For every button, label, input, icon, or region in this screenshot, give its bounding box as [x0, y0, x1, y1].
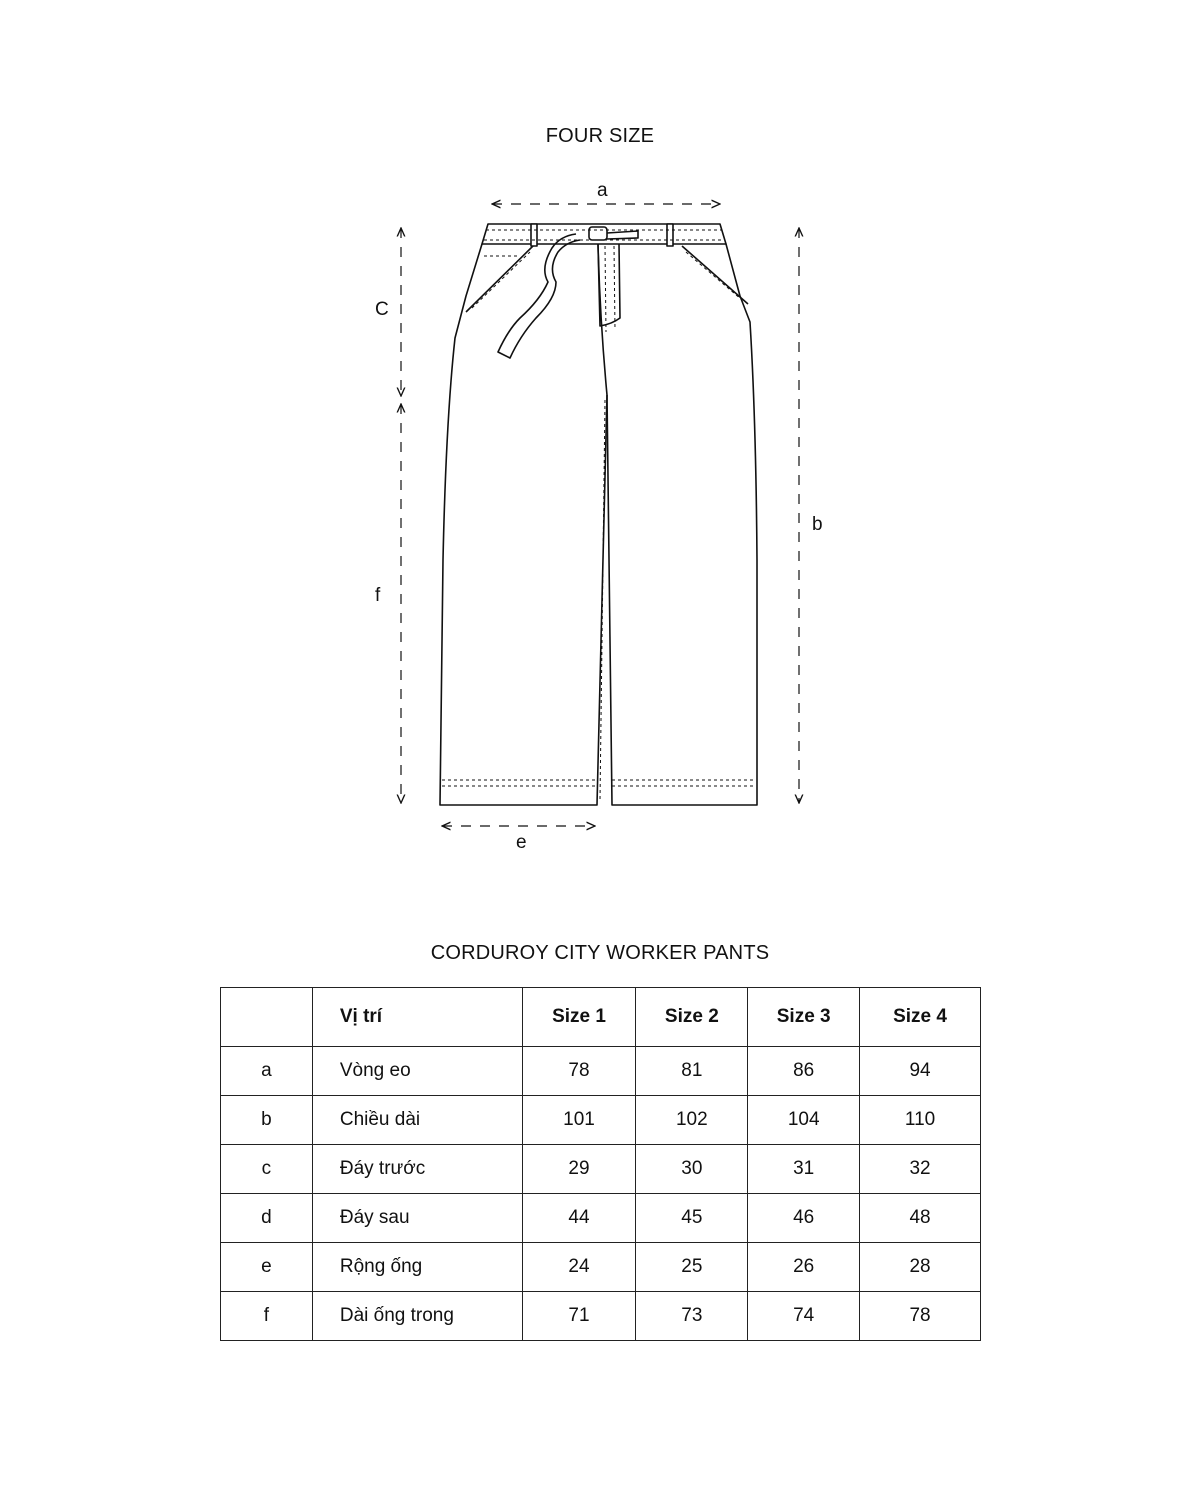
pocket-right [682, 246, 748, 304]
row-value: 26 [748, 1243, 860, 1292]
row-value: 30 [636, 1145, 748, 1194]
table-row [221, 1096, 981, 1145]
row-key: e [221, 1243, 313, 1292]
row-value: 86 [748, 1047, 860, 1096]
diagram-title: FOUR SIZE [545, 125, 655, 147]
row-value: 32 [860, 1145, 981, 1194]
left-leg [440, 244, 607, 805]
row-value: 45 [636, 1194, 748, 1243]
row-position: Vòng eo [312, 1047, 522, 1096]
buckle [589, 227, 607, 240]
row-value: 48 [860, 1194, 981, 1243]
row-key: f [221, 1292, 313, 1341]
row-value: 94 [860, 1047, 981, 1096]
row-position: Dài ống trong [312, 1292, 522, 1341]
row-value: 29 [522, 1145, 636, 1194]
pocket-left [466, 246, 533, 312]
row-key: b [221, 1096, 313, 1145]
dim-label-f: f [375, 585, 381, 606]
dim-label-c: C [375, 299, 389, 320]
row-key: a [221, 1047, 313, 1096]
table-row [221, 1145, 981, 1194]
drawstring-tie [498, 234, 580, 358]
row-value: 74 [748, 1292, 860, 1341]
header-size-2: Size 2 [636, 988, 748, 1047]
row-value: 104 [748, 1096, 860, 1145]
row-value: 71 [522, 1292, 636, 1341]
header-key [221, 988, 313, 1047]
table-row [221, 1243, 981, 1292]
size-table [220, 987, 981, 1341]
table-row [221, 1047, 981, 1096]
row-value: 24 [522, 1243, 636, 1292]
right-leg [607, 244, 757, 805]
row-value: 73 [636, 1292, 748, 1341]
row-value: 28 [860, 1243, 981, 1292]
row-value: 44 [522, 1194, 636, 1243]
row-value: 46 [748, 1194, 860, 1243]
table-row [221, 1292, 981, 1341]
belt-loop-right [667, 224, 673, 246]
table-title: CORDUROY CITY WORKER PANTS [430, 942, 770, 964]
dim-label-b: b [812, 514, 823, 535]
row-key: c [221, 1145, 313, 1194]
pants-outline [440, 224, 757, 805]
table-header-row [221, 988, 981, 1047]
row-position: Rộng ống [312, 1243, 522, 1292]
row-value: 101 [522, 1096, 636, 1145]
header-position: Vị trí [312, 988, 522, 1047]
row-value: 78 [522, 1047, 636, 1096]
dim-label-e: e [516, 832, 527, 853]
row-position: Đáy sau [312, 1194, 522, 1243]
header-size-4: Size 4 [860, 988, 981, 1047]
table-row [221, 1194, 981, 1243]
row-value: 31 [748, 1145, 860, 1194]
header-size-1: Size 1 [522, 988, 636, 1047]
row-value: 78 [860, 1292, 981, 1341]
belt-loop-left [531, 224, 537, 246]
row-value: 110 [860, 1096, 981, 1145]
header-size-3: Size 3 [748, 988, 860, 1047]
row-position: Đáy trước [312, 1145, 522, 1194]
row-key: d [221, 1194, 313, 1243]
dim-label-a: a [597, 180, 608, 201]
row-value: 81 [636, 1047, 748, 1096]
row-position: Chiều dài [312, 1096, 522, 1145]
row-value: 25 [636, 1243, 748, 1292]
row-value: 102 [636, 1096, 748, 1145]
